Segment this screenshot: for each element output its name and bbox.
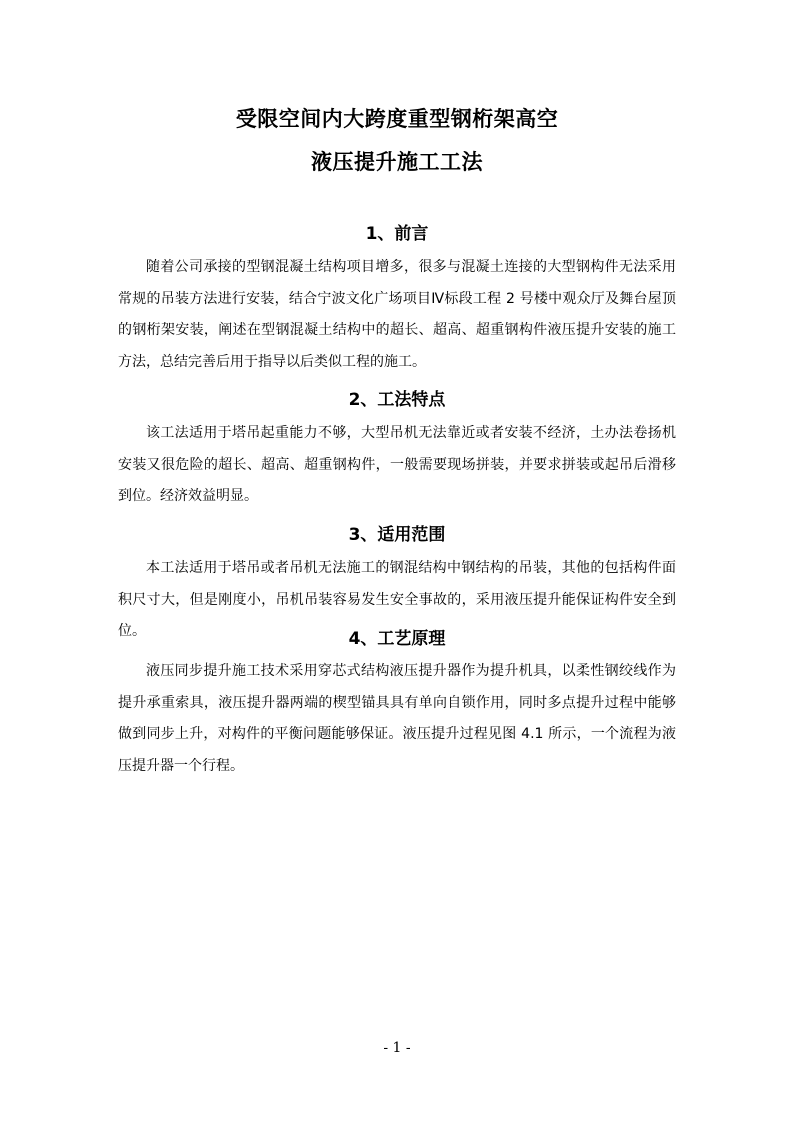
page-number: - 1 - <box>383 1040 411 1056</box>
document-title-line-1: 受限空间内大跨度重型钢桁架高空 <box>235 106 559 131</box>
section-body-principle: 液压同步提升施工技术采用穿芯式结构液压提升器作为提升机具，以柔性钢绞线作为提升承重索具，液压提升器两端的楔型锚具具有单向自锁作用，同时多点提升过程中能够做到同步上升，对构件的平衡问题能够保证。液压提升过程见图 4.1 所示，一个流程为液压提升器一个行程。 <box>118 663 676 774</box>
document-title-line-2: 液压提升施工工法 <box>311 149 483 174</box>
section-body-preface: 随着公司承接的型钢混凝土结构项目增多，很多与混凝土连接的大型钢构件无法采用常规的吊装方法进行安装，结合宁波文化广场项目Ⅳ标段工程 2 号楼中观众厅及舞台屋顶的钢桁架安装，阐述在型钢混凝土结构中的超长、超高、超重钢构件液压提升安装的施工方法，总结完善后用于指导以后类似工程的施工。 <box>118 259 676 370</box>
section-body-features: 该工法适用于塔吊起重能力不够，大型吊机无法靠近或者安装不经济，土办法卷扬机安装又很危险的超长、超高、超重钢构件，一般需要现场拼装，并要求拼装或起吊后滑移到位。经济效益明显。 <box>118 425 676 504</box>
section-heading-preface: 1、前言 <box>365 224 429 244</box>
section-heading-principle: 4、工艺原理 <box>348 629 446 649</box>
section-body-scope: 本工法适用于塔吊或者吊机无法施工的钢混结构中钢结构的吊装，其他的包括构件面积尺寸大，但是刚度小，吊机吊装容易发生安全事故的，采用液压提升能保证构件安全到位。 <box>118 560 676 639</box>
section-heading-scope: 3、适用范围 <box>348 525 446 545</box>
section-heading-features: 2、工法特点 <box>348 390 446 410</box>
